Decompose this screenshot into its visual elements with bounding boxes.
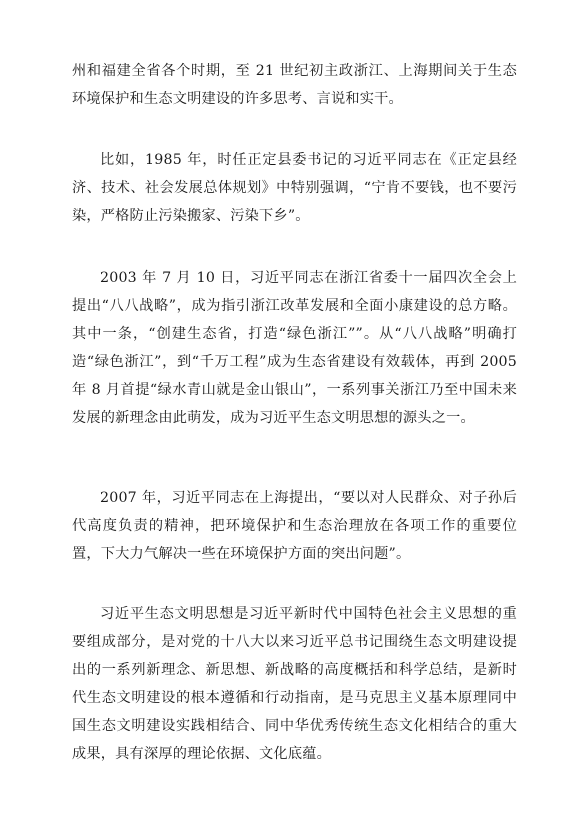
paragraph-1: 州和福建全省各个时期，至 21 世纪初主政浙江、上海期间关于生态环境保护和生态文明建设的许多思考、言说和实干。 xyxy=(72,63,517,107)
paragraph-4: 2007 年，习近平同志在上海提出，“要以对人民群众、对子孙后代高度负责的精神，把环境保护和生态治理放在各项工作的重要位置，下大力气解决一些在环境保护方面的突出问题”。 xyxy=(72,490,517,562)
paragraph-3: 2003 年 7 月 10 日，习近平同志在浙江省委十一届四次全会上提出“八八战略”，成为指引浙江改革发展和全面小康建设的总方略。其中一条，“创建生态省，打造“绿色浙江””。从“八八战略”明确打造“绿色浙江”，到“千万工程”成为生态省建设有效载体，再到 2005 年 8 月首提“绿水青山就是金山银山”，一系列事关浙江乃至中国未来发展的新理念由此萌发，成为习近平生态文明思想的源头之一。 xyxy=(72,270,517,426)
paragraph-2: 比如，1985 年，时任正定县委书记的习近平同志在《正定县经济、技术、社会发展总体规划》中特别强调，“宁肯不要钱，也不要污染，严格防止污染搬家、污染下乡”。 xyxy=(72,152,517,224)
paragraph-5: 习近平生态文明思想是习近平新时代中国特色社会主义思想的重要组成部分，是对党的十八大以来习近平总书记围绕生态文明建设提出的一系列新理念、新思想、新战略的高度概括和科学总结，是新时代生态文明建设的根本遵循和行动指南，是马克思主义基本原理同中国生态文明建设实践相结合、同中华优秀传统生态文化相结合的重大成果，具有深厚的理论依据、文化底蕴。 xyxy=(72,606,517,762)
